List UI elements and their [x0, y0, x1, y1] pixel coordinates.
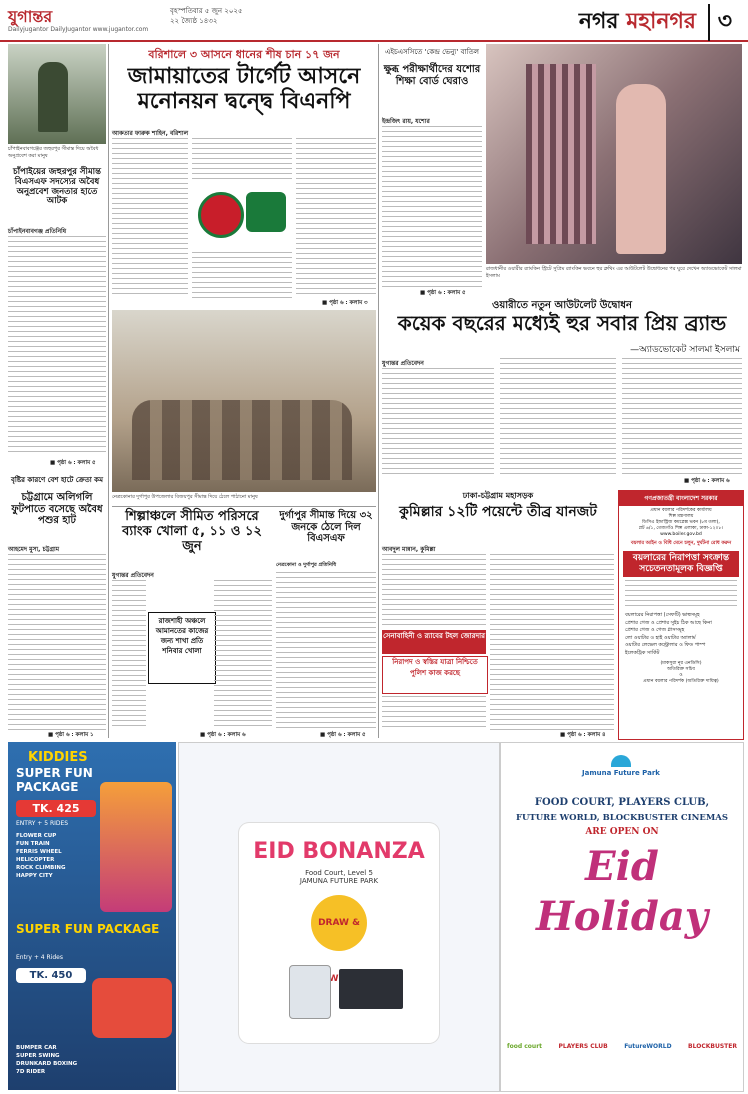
- draw-badge: [311, 895, 367, 951]
- notice-title: বয়লারের নিরাপত্তা সংক্রান্ত সচেতনতামূলক বিজ্ঞপ্তি: [623, 551, 739, 577]
- outlet-body-col2: [500, 358, 616, 478]
- bumper-car-photo: [92, 978, 172, 1038]
- notice-list-item: ইলেকট্রিক সার্কিট: [625, 649, 660, 656]
- jamaat-body-col2b: [192, 252, 292, 298]
- jfp-brands: [507, 1043, 737, 1050]
- outlet-headline[interactable]: কয়েক বছরের মধ্যেই হুর সবার প্রিয় ব্র্যান্ড: [397, 311, 727, 335]
- outlet-body-col3: [622, 358, 742, 478]
- people-group: [132, 400, 352, 480]
- kiddies-sub-2: Entry + 4 Rides: [16, 954, 63, 961]
- notice-list-item: ওয়াটার লেভেল কন্ট্রোলার ও ফিড পাম্প: [625, 642, 706, 648]
- brand-food-court: food court: [507, 1043, 543, 1050]
- chittagong-continued[interactable]: ■ পৃষ্ঠা ৬ : কলাম ১: [48, 732, 94, 738]
- jamaat-body-col1: [112, 138, 188, 298]
- jamaat-continued[interactable]: ■ পৃষ্ঠা ৬ : কলাম ৩: [322, 300, 368, 306]
- jfp-logo-text: Jamuna Future Park: [582, 769, 660, 777]
- chittagong-kicker: বৃষ্টির কারণে বেশ হাটে ক্রেতা কম: [11, 476, 103, 484]
- notice-list-item: লো ওয়াটার ও হাই ওয়াটার অ্যালার্ম: [625, 634, 696, 641]
- jamaat-body-col2: [192, 138, 292, 182]
- bsf-headline[interactable]: চাঁপাইয়ের জহুরপুর সীমান্ত বিএসএফ সদস্যের অবৈধ অনুপ্রবেশ জনতার হাতে আটক: [13, 167, 101, 207]
- barishal-kicker: বরিশালে ৩ আসনে ধানের শীষ চান ১৭ জন: [148, 48, 340, 61]
- rohingya-caption: নেত্রকোনার দুর্গাপুর উপজেলার বিজয়পুর সীমান্ত দিয়ে ঠেলে পাঠানো মানুষ: [112, 494, 258, 500]
- kiddies-rides-1: FLOWER CUP FUN TRAIN FERRIS WHEEL HELICOPTER ROCK CLIMBING HAPPY CITY: [16, 833, 66, 879]
- notice-office: প্রধান বয়লার পরিদর্শকের কার্যালয় শিল্প মন্ত্রণালয় ডিসিএ ইন্ডাস্ট্রিজ কমপ্লেক্স ভবন (৮ম তলা), প্লট ৬/১, তেজগাঁও শিল্প এলাকা, ঢাকা-১২০৮। www.boiler.gov.bd: [638, 508, 724, 537]
- comilla-body-col1: [382, 554, 486, 626]
- jamaat-headline[interactable]: জামায়াতের টার্গেট আসনে মনোনয়ন দ্বন্দ্বে বিএনপি: [127, 64, 361, 115]
- bsf-photo: [8, 44, 106, 144]
- jessore-body: [382, 126, 482, 288]
- comilla-box-2: [382, 656, 488, 694]
- jessore-headline[interactable]: ক্ষুব্ধ পরীক্ষার্থীদের যশোর শিক্ষা বোর্ড ঘেরাও: [383, 64, 481, 87]
- jessore-byline: ইন্দ্রজিৎ রায়, যশোর: [382, 118, 430, 125]
- bank-continued[interactable]: ■ পৃষ্ঠা ৬ : কলাম ৬: [200, 732, 246, 738]
- jamaat-byline: আকতার ফারুক শাহিন, বরিশাল: [112, 130, 189, 137]
- jessore-headline-small: এইচএসসিতে 'কেন্দ্র ভেন্যু' বাতিল: [385, 48, 479, 56]
- notice-org: গণপ্রজাতন্ত্রী বাংলাদেশ সরকার: [619, 491, 743, 506]
- jamaat-body-col3: [296, 138, 376, 298]
- party-logos: [192, 184, 292, 248]
- notice-slogan: বয়লার আইন ও বিধি মেনে চলুন, দুর্ঘটনা রোধ করুন: [630, 541, 732, 546]
- outlet-body-col1: [382, 368, 494, 478]
- jfp-line-2: FUTURE WORLD, BLOCKBUSTER CINEMAS: [515, 813, 729, 823]
- kiddies-price-1: [16, 800, 96, 817]
- washing-machine-icon: [289, 965, 331, 1019]
- durgapur-byline: নেত্রকোনা ও দুর্গাপুর প্রতিনিধি: [276, 562, 337, 568]
- bank-box: [148, 612, 216, 684]
- bnp-logo: [198, 192, 244, 238]
- tv-icon: [339, 969, 403, 1009]
- kiddies-price-2: [16, 968, 86, 983]
- bank-byline: যুগান্তর প্রতিবেদন: [112, 572, 154, 579]
- jfp-line-3: ARE OPEN ON: [585, 827, 659, 837]
- durgapur-headline[interactable]: দুর্গাপুর সীমান্ত দিয়ে ৩২ জনকে ঠেলে দিল বিএসএফ: [279, 510, 373, 544]
- section-title-b: মহানগর: [626, 8, 696, 34]
- comilla-byline: আবদুল মান্নান, কুমিল্লা: [382, 546, 436, 553]
- soldier-figure: [38, 62, 68, 132]
- chittagong-body: [8, 554, 106, 732]
- bsf-byline: চাঁপাইনবাবগঞ্জ প্রতিনিধি: [8, 228, 67, 235]
- notice-list-item: প্রেশার গেজ ও প্রেশার সুইচ ঠিক আছে কিনা: [625, 619, 712, 626]
- bank-headline[interactable]: শিল্পাঞ্চলে সীমিত পরিসরে ব্যাংক খোলা ৫, ১১ ও ১২ জুন: [122, 509, 262, 554]
- column-rule-2: [378, 44, 379, 738]
- jfp-script-1: Eid: [585, 843, 659, 890]
- comilla-body-col2: [490, 554, 614, 730]
- column-rule-1: [108, 44, 109, 738]
- durgapur-body: [276, 572, 376, 730]
- comilla-box-1: [382, 630, 486, 654]
- kiddies-price-1-text: TK. 425: [32, 802, 80, 815]
- jfp-logo: [541, 769, 701, 785]
- page-header: [0, 0, 748, 42]
- kiddies-ad[interactable]: [8, 742, 176, 1090]
- jfp-line-1: FOOD COURT, PLAYERS CLUB,: [534, 797, 710, 808]
- kiddies-tag: KIDDIES: [28, 750, 88, 765]
- kiddies-sub-1: ENTRY + 5 RIDES: [16, 820, 69, 827]
- notice-list-item: প্রেশার গেজ ও গেজ গ্লাসসমূহ: [625, 627, 685, 633]
- dateline: বৃহস্পতিবার ৫ জুন ২০২৫ ২২ জ্যৈষ্ঠ ১৪৩২: [170, 7, 243, 25]
- government-notice: [618, 490, 744, 740]
- jfp-script-2: Holiday: [536, 893, 708, 940]
- bank-body-col1: [112, 580, 146, 730]
- kiddies-rides-2: BUMPER CAR SUPER SWING DRUNKARD BOXING 7D RIDER: [16, 1045, 78, 1075]
- eid-bonanza-ad[interactable]: [178, 742, 500, 1092]
- outlet-kicker: ওয়ারীতে নতুন আউটলেট উদ্বোধন: [492, 300, 632, 311]
- section-title-a: নগর: [578, 8, 627, 34]
- jamaat-logo: [246, 192, 286, 232]
- bank-box-text: রাজশাহী অঞ্চলে আমানতের কাজের জন্য শাখা প্রতি শনিবার খোলা: [155, 617, 209, 655]
- person-figure: [616, 84, 666, 254]
- clothing-rack: [526, 64, 596, 244]
- row-rule: [112, 506, 376, 507]
- brand-players-club: PLAYERS CLUB: [558, 1043, 608, 1050]
- outlet-quote: —অ্যাডভোকেট সালমা ইসলাম: [630, 345, 740, 355]
- kiddies-title-1: SUPER FUN PACKAGE: [16, 766, 93, 794]
- draw-badge-text: DRAW &: [318, 918, 360, 928]
- notice-list-item: বয়লারের নিরাপত্তা (সেফটি) ভাল্বসমূহ: [625, 612, 700, 618]
- comilla-box-2-text: নিরাপদ ও স্বস্তির যাত্রা নিশ্চিতে পুলিশ কাজ করছে: [392, 658, 478, 677]
- comilla-headline[interactable]: কুমিল্লার ১২টি পয়েন্টে তীব্র যানজট: [399, 504, 597, 520]
- chittagong-headline[interactable]: চট্টগ্রামে অলিগলি ফুটপাতে বসেছে অবৈধ পশুর হাট: [11, 492, 103, 526]
- bsf-photo-caption: চাঁপাইনবাবগঞ্জের জহুরপুর সীমান্ত দিয়ে অবৈধ অনুপ্রবেশ করা মানুষ: [8, 146, 99, 159]
- jessore-continued[interactable]: ■ পৃষ্ঠা ৬ : কলাম ৫: [420, 290, 466, 296]
- comilla-box-1-text: সেনাবাহিনী ও র‍্যাবের টহল জোরদার: [382, 632, 486, 640]
- bank-body-col2: [214, 580, 272, 730]
- dhaka-ctg-kicker: ঢাকা-চট্টগ্রাম মহাসড়ক: [462, 491, 534, 500]
- section-title: [579, 4, 696, 41]
- page-number: ৩: [708, 4, 732, 41]
- bsf-body: [8, 236, 106, 456]
- brand-future-world: FutureWORLD: [624, 1043, 672, 1050]
- outlet-photo: [486, 44, 742, 264]
- chittagong-byline: আহমেদ মুসা, চট্টগ্রাম: [8, 546, 60, 553]
- kiddies-title-2: SUPER FUN PACKAGE: [16, 922, 160, 936]
- ride-photo: [100, 782, 172, 912]
- comilla-continued[interactable]: ■ পৃষ্ঠা ৬ : কলাম ৪: [560, 732, 606, 738]
- jamuna-future-park-ad[interactable]: [500, 742, 744, 1092]
- comilla-body-col1b: [382, 696, 486, 730]
- bsf-continued[interactable]: ■ পৃষ্ঠা ৬ : কলাম ৫: [50, 460, 96, 466]
- durgapur-continued[interactable]: ■ পৃষ্ঠা ৬ : কলাম ৫: [320, 732, 366, 738]
- outlet-byline: যুগান্তর প্রতিবেদন: [382, 360, 424, 367]
- notice-signer: (মাকসুরা নূর এনডিসি) অতিরিক্ত সচিব ও প্রধান বয়লার পরিদর্শক (অতিরিক্ত দায়িত্ব): [643, 661, 719, 684]
- rohingya-photo: [112, 310, 376, 492]
- bonanza-sub: Food Court, Level 5 JAMUNA FUTURE PARK: [299, 869, 379, 885]
- brand-blockbuster: BLOCKBUSTER: [688, 1043, 737, 1050]
- notice-body: [625, 580, 737, 610]
- bonanza-title: EID BONANZA: [253, 839, 425, 864]
- outlet-continued[interactable]: ■ পৃষ্ঠা ৬ : কলাম ৬: [684, 478, 730, 484]
- kiddies-price-2-text: TK. 450: [29, 970, 73, 981]
- newspaper-masthead: যুগান্তর: [8, 7, 53, 26]
- notice-list: [625, 612, 737, 657]
- outlet-caption: রাজধানীর ওয়ারীর র‍্যাংকিন স্ট্রিটে সুপ্রিম র‍্যাংকিন ভবনে হুর ক্লথিং এর আউটলেট উদ্বোধনের পর ঘুরে দেখেন অ্যাডভোকেট সালমা ইসলাম: [486, 266, 742, 279]
- social-links[interactable]: Dailyjugantor DailyJugantor www.jugantor.com: [8, 26, 149, 33]
- jfp-logo-mark: [611, 755, 631, 767]
